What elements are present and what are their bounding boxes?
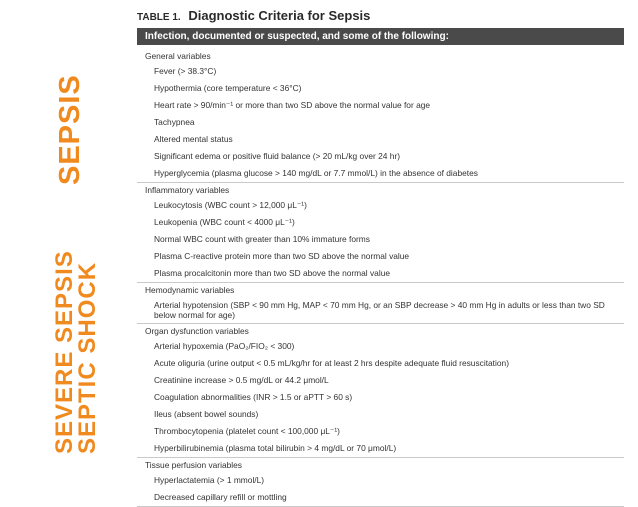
list-item: Hypothermia (core temperature < 36°C)	[154, 83, 302, 93]
list-item: Coagulation abnormalities (INR > 1.5 or aPTT > 60 s)	[154, 392, 353, 402]
section-general-variables	[137, 49, 624, 183]
list-item: Arterial hypoxemia (PaO₂/FIO₂ < 300)	[154, 341, 295, 351]
list-item: Arterial hypotension (SBP < 90 mm Hg, MAP < 70 mm Hg, or an SBP decrease > 40 mm Hg in adults or less than two SD below normal for age)	[154, 300, 605, 320]
list-item: Decreased capillary refill or mottling	[154, 492, 287, 502]
list-item: Plasma procalcitonin more than two SD above the normal value	[154, 268, 391, 278]
table-title-text: Diagnostic Criteria for Sepsis	[188, 8, 371, 23]
criteria-table	[137, 28, 624, 502]
list-item: Acute oliguria (urine output < 0.5 mL/kg/hr for at least 2 hrs despite adequate fluid resuscitation)	[154, 358, 509, 368]
list-item: Leukopenia (WBC count < 4000 μL⁻¹)	[154, 217, 295, 227]
section-title: Organ dysfunction variables	[145, 326, 249, 336]
list-item: Significant edema or positive fluid balance (> 20 mL/kg over 24 hr)	[154, 151, 401, 161]
list-item: Plasma C-reactive protein more than two SD above the normal value	[154, 251, 410, 261]
list-item: Hyperglycemia (plasma glucose > 140 mg/dL or 7.7 mmol/L) in the absence of diabetes	[154, 168, 478, 178]
list-item: Heart rate > 90/min⁻¹ or more than two SD above the normal value for age	[154, 100, 431, 110]
list-item: Leukocytosis (WBC count > 12,000 μL⁻¹)	[154, 200, 307, 210]
section-title: Tissue perfusion variables	[145, 460, 242, 470]
list-item: Normal WBC count with greater than 10% immature forms	[154, 234, 370, 244]
list-item: Thrombocytopenia (platelet count < 100,000 μL⁻¹)	[154, 426, 340, 436]
table-title	[137, 8, 370, 23]
septic-shock-side-label: SEPTIC SHOCK	[74, 261, 101, 454]
table-number: TABLE 1.	[137, 12, 181, 23]
list-item: Fever (> 38.3°C)	[154, 66, 217, 76]
table-header: Infection, documented or suspected, and some of the following:	[137, 28, 624, 45]
sepsis-side-label: SEPSIS	[54, 74, 86, 185]
list-item: Hyperbilirubinemia (plasma total bilirubin > 4 mg/dL or 70 μmol/L)	[154, 443, 397, 453]
list-item: Creatinine increase > 0.5 mg/dL or 44.2 μmol/L	[154, 375, 329, 385]
section-tissue-perfusion-variables	[137, 458, 624, 507]
severe-sepsis-side-label: SEVERE SEPSIS	[51, 250, 78, 454]
section-organ-dysfunction-variables	[137, 324, 624, 458]
section-inflammatory-variables	[137, 183, 624, 283]
list-item: Ileus (absent bowel sounds)	[154, 409, 259, 419]
section-title: General variables	[145, 51, 211, 61]
list-item: Hyperlactatemia (> 1 mmol/L)	[154, 475, 265, 485]
list-item: Tachypnea	[154, 117, 195, 127]
list-item: Altered mental status	[154, 134, 233, 144]
section-hemodynamic-variables	[137, 283, 624, 324]
section-title: Inflammatory variables	[145, 185, 230, 195]
section-title: Hemodynamic variables	[145, 285, 235, 295]
